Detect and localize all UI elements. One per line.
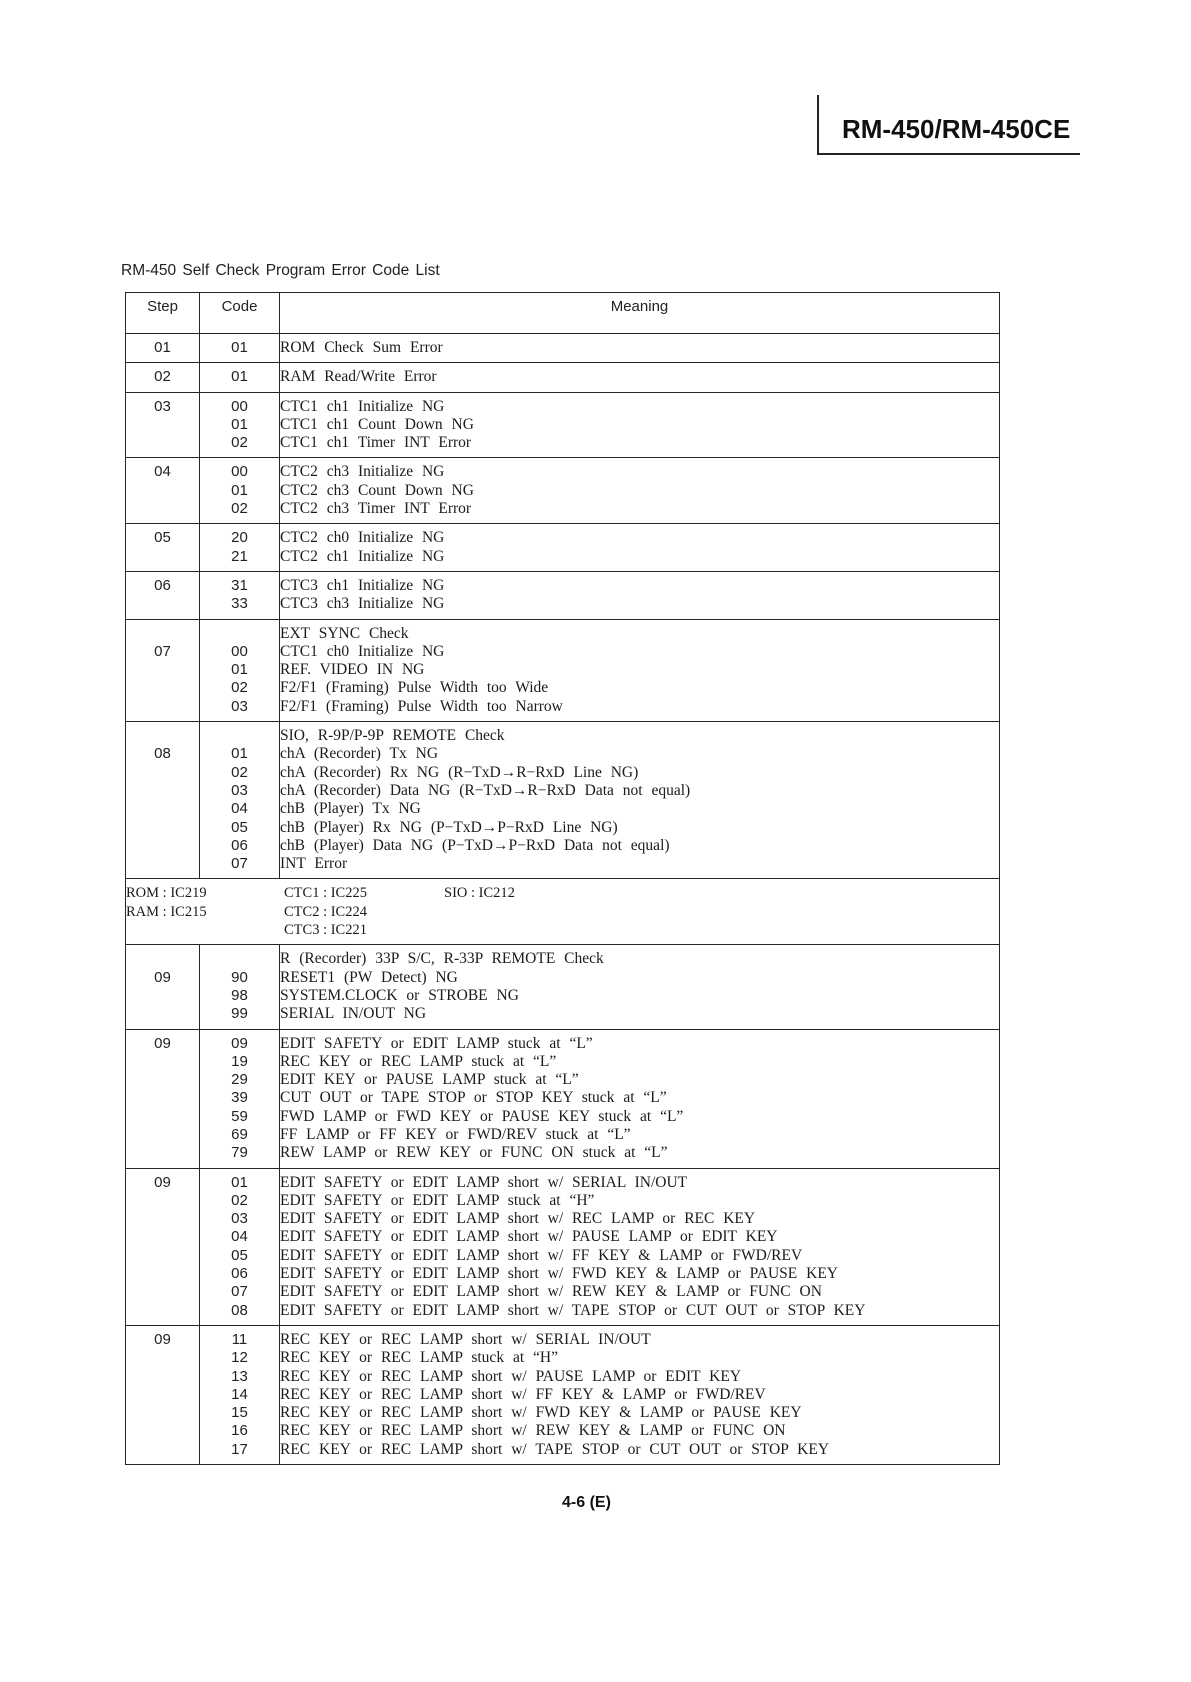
error-code: 06: [231, 1265, 248, 1283]
error-code: 00: [231, 463, 248, 481]
error-code: 02: [231, 434, 248, 452]
error-meaning: REC KEY or REC LAMP short w/ SERIAL IN/OUT: [280, 1330, 651, 1348]
meaning-cell: [280, 524, 1000, 572]
error-meaning: CTC3 ch3 Initialize NG: [280, 595, 445, 613]
meaning-cell: [280, 363, 1000, 392]
code-cell: [200, 1325, 280, 1464]
error-meaning: EDIT SAFETY or EDIT LAMP stuck at “H”: [280, 1191, 595, 1209]
error-code: 01: [231, 1173, 248, 1191]
meaning-cell: [280, 334, 1000, 363]
error-code: 31: [231, 576, 248, 594]
error-code: 59: [231, 1107, 248, 1125]
error-code: 03: [231, 697, 248, 715]
ic-reference-item: ROM : IC219: [126, 885, 207, 902]
code-group-row: [126, 722, 1000, 879]
error-code: 01: [231, 415, 248, 433]
error-code: 79: [231, 1144, 248, 1162]
error-meaning: CTC2 ch0 Initialize NG: [280, 529, 445, 547]
step-number: 05: [154, 529, 171, 547]
error-meaning: REF. VIDEO IN NG: [280, 661, 425, 679]
ic-reference-column: [444, 884, 999, 939]
error-meaning: EDIT SAFETY or EDIT LAMP short w/ TAPE STOP or CUT OUT or STOP KEY: [280, 1301, 866, 1319]
table-header-row: [126, 293, 1000, 334]
meaning-cell: [280, 571, 1000, 619]
step-number: 07: [154, 642, 171, 660]
code-group-row: [126, 392, 1000, 458]
code-group-row: [126, 524, 1000, 572]
step-number: 02: [154, 368, 171, 386]
error-code: 13: [231, 1367, 248, 1385]
code-group-row: [126, 1168, 1000, 1325]
error-meaning: SERIAL IN/OUT NG: [280, 1005, 427, 1023]
error-meaning: CTC1 ch1 Initialize NG: [280, 397, 445, 415]
step-cell: [126, 1029, 200, 1168]
step-cell: [126, 392, 200, 458]
code-group-row: [126, 1029, 1000, 1168]
error-meaning: EDIT SAFETY or EDIT LAMP short w/ REW KEY & LAMP or FUNC ON: [280, 1283, 822, 1301]
error-code-table: [125, 292, 1000, 1465]
error-meaning: REC KEY or REC LAMP short w/ REW KEY & LAMP or FUNC ON: [280, 1422, 786, 1440]
error-code: 12: [231, 1349, 248, 1367]
step-number: 06: [154, 576, 171, 594]
code-group-row: [126, 334, 1000, 363]
error-code: 29: [231, 1071, 248, 1089]
error-meaning: CTC2 ch3 Timer INT Error: [280, 500, 472, 518]
ic-reference-column: [284, 884, 444, 939]
step-number: 09: [154, 1330, 171, 1348]
error-code: 00: [231, 642, 248, 660]
step-number: 08: [154, 745, 171, 763]
step-cell: [126, 722, 200, 879]
error-meaning: chB (Player) Rx NG (P−TxD→P−RxD Line NG): [280, 818, 618, 836]
error-meaning: EDIT KEY or PAUSE LAMP stuck at “L”: [280, 1071, 579, 1089]
error-meaning: FWD LAMP or FWD KEY or PAUSE KEY stuck at “L”: [280, 1107, 684, 1125]
meaning-cell: [280, 619, 1000, 721]
step-cell: [126, 524, 200, 572]
ic-reference-cell: [126, 879, 1000, 945]
page-number: 4-6 (E): [562, 1494, 611, 1511]
error-meaning: EDIT SAFETY or EDIT LAMP stuck at “L”: [280, 1034, 593, 1052]
step-column-header: Step: [126, 293, 200, 334]
error-code: 16: [231, 1422, 248, 1440]
step-cell: [126, 571, 200, 619]
step-cell: [126, 363, 200, 392]
code-group-row: [126, 458, 1000, 524]
step-number: 03: [154, 397, 171, 415]
ic-reference-row: [126, 879, 1000, 945]
ic-reference-item: RAM : IC215: [126, 903, 207, 920]
error-code-table-body: [126, 334, 1000, 1465]
code-cell: [200, 571, 280, 619]
error-meaning: REW LAMP or REW KEY or FUNC ON stuck at “L”: [280, 1144, 668, 1162]
meaning-cell: [280, 458, 1000, 524]
error-meaning: chA (Recorder) Data NG (R−TxD→R−RxD Data not equal): [280, 781, 691, 799]
error-meaning: chA (Recorder) Rx NG (R−TxD→R−RxD Line NG): [280, 763, 639, 781]
error-meaning: EDIT SAFETY or EDIT LAMP short w/ FF KEY & LAMP or FWD/REV: [280, 1246, 803, 1264]
error-code: 15: [231, 1404, 248, 1422]
error-code: 33: [231, 595, 248, 613]
meaning-cell: [280, 722, 1000, 879]
error-meaning: chB (Player) Data NG (P−TxD→P−RxD Data not equal): [280, 836, 670, 854]
error-code: 09: [231, 1034, 248, 1052]
ic-reference-item: SIO : IC212: [444, 885, 515, 902]
code-cell: [200, 1168, 280, 1325]
step-cell: [126, 619, 200, 721]
ic-reference-grid: [126, 884, 999, 939]
error-meaning: EDIT SAFETY or EDIT LAMP short w/ FWD KEY & LAMP or PAUSE KEY: [280, 1265, 838, 1283]
error-meaning: REC KEY or REC LAMP short w/ FWD KEY & LAMP or PAUSE KEY: [280, 1404, 802, 1422]
error-code: 08: [231, 1301, 248, 1319]
code-cell: [200, 945, 280, 1029]
error-meaning: CTC2 ch1 Initialize NG: [280, 547, 445, 565]
meaning-cell: [280, 1029, 1000, 1168]
step-number: 04: [154, 463, 171, 481]
code-group-row: [126, 1325, 1000, 1464]
error-code: 07: [231, 1283, 248, 1301]
error-meaning: CUT OUT or TAPE STOP or STOP KEY stuck at “L”: [280, 1089, 667, 1107]
error-meaning: RESET1 (PW Detect) NG: [280, 968, 458, 986]
error-code: 69: [231, 1125, 248, 1143]
step-cell: [126, 458, 200, 524]
error-code: 17: [231, 1440, 248, 1458]
error-meaning: REC KEY or REC LAMP short w/ PAUSE LAMP or EDIT KEY: [280, 1367, 742, 1385]
step-cell: [126, 945, 200, 1029]
ic-reference-item: CTC3 : IC221: [284, 922, 367, 939]
code-column-header: Code: [200, 293, 280, 334]
error-meaning: CTC2 ch3 Count Down NG: [280, 481, 474, 499]
error-code: 01: [231, 368, 248, 386]
step-number: 01: [154, 339, 171, 356]
error-code: 19: [231, 1052, 248, 1070]
code-group-row: [126, 945, 1000, 1029]
error-meaning: EDIT SAFETY or EDIT LAMP short w/ PAUSE LAMP or EDIT KEY: [280, 1228, 778, 1246]
error-meaning: SYSTEM.CLOCK or STROBE NG: [280, 986, 519, 1004]
code-cell: [200, 619, 280, 721]
ic-reference-item: CTC2 : IC224: [284, 903, 367, 920]
step-cell: [126, 334, 200, 363]
model-header: RM-450/RM-450CE: [842, 114, 1071, 144]
error-meaning: EDIT SAFETY or EDIT LAMP short w/ REC LAMP or REC KEY: [280, 1210, 756, 1228]
step-cell: [126, 1168, 200, 1325]
code-cell: [200, 1029, 280, 1168]
error-code: 01: [231, 481, 248, 499]
error-code: 03: [231, 781, 248, 799]
error-code: 05: [231, 818, 248, 836]
error-code: 20: [231, 529, 248, 547]
code-group-row: [126, 363, 1000, 392]
error-code: 04: [231, 800, 248, 818]
error-meaning: REC KEY or REC LAMP stuck at “H”: [280, 1349, 558, 1367]
error-code: 06: [231, 836, 248, 854]
error-code: 01: [231, 661, 248, 679]
meaning-column-header: Meaning: [280, 293, 1000, 334]
error-meaning: F2/F1 (Framing) Pulse Width too Narrow: [280, 697, 563, 715]
code-group-row: [126, 571, 1000, 619]
error-meaning: CTC1 ch1 Count Down NG: [280, 415, 474, 433]
error-code: 11: [231, 1330, 248, 1348]
error-meaning: chA (Recorder) Tx NG: [280, 745, 439, 763]
error-code: 21: [231, 547, 248, 565]
code-cell: [200, 392, 280, 458]
meaning-cell: [280, 392, 1000, 458]
code-cell: [200, 722, 280, 879]
error-code: 14: [231, 1385, 248, 1403]
code-cell: [200, 334, 280, 363]
ic-reference-column: [126, 884, 284, 939]
error-meaning: CTC1 ch1 Timer INT Error: [280, 434, 472, 452]
check-heading: EXT SYNC Check: [280, 624, 409, 642]
error-code: 01: [231, 745, 248, 763]
step-number: 09: [154, 968, 171, 986]
error-code: 90: [231, 968, 248, 986]
step-cell: [126, 1325, 200, 1464]
error-code: 03: [231, 1210, 248, 1228]
code-cell: [200, 363, 280, 392]
error-meaning: F2/F1 (Framing) Pulse Width too Wide: [280, 679, 549, 697]
meaning-cell: [280, 1325, 1000, 1464]
meaning-cell: [280, 1168, 1000, 1325]
error-code: 02: [231, 679, 248, 697]
error-code: 98: [231, 986, 248, 1004]
document-title: RM-450 Self Check Program Error Code List: [121, 262, 440, 279]
error-code: 02: [231, 763, 248, 781]
error-meaning: REC KEY or REC LAMP short w/ FF KEY & LAMP or FWD/REV: [280, 1385, 766, 1403]
error-meaning: EDIT SAFETY or EDIT LAMP short w/ SERIAL IN/OUT: [280, 1173, 688, 1191]
error-code: 07: [231, 855, 248, 873]
code-cell: [200, 524, 280, 572]
error-meaning: RAM Read/Write Error: [280, 368, 437, 386]
error-meaning: REC KEY or REC LAMP stuck at “L”: [280, 1052, 557, 1070]
meaning-cell: [280, 945, 1000, 1029]
error-code: 99: [231, 1005, 248, 1023]
step-number: 09: [154, 1173, 171, 1191]
error-code: 01: [231, 339, 248, 356]
ic-reference-item: CTC1 : IC225: [284, 885, 367, 902]
error-meaning: CTC1 ch0 Initialize NG: [280, 642, 445, 660]
error-code: 00: [231, 397, 248, 415]
error-code: 39: [231, 1089, 248, 1107]
error-meaning: CTC3 ch1 Initialize NG: [280, 576, 445, 594]
code-group-row: [126, 619, 1000, 721]
error-code: 02: [231, 1191, 248, 1209]
error-meaning: REC KEY or REC LAMP short w/ TAPE STOP or CUT OUT or STOP KEY: [280, 1440, 830, 1458]
error-meaning: ROM Check Sum Error: [280, 339, 443, 356]
error-meaning: INT Error: [280, 855, 348, 873]
check-heading: R (Recorder) 33P S/C, R-33P REMOTE Check: [280, 950, 604, 968]
step-number: 09: [154, 1034, 171, 1052]
error-code: 04: [231, 1228, 248, 1246]
error-code: 05: [231, 1246, 248, 1264]
error-meaning: chB (Player) Tx NG: [280, 800, 421, 818]
error-meaning: CTC2 ch3 Initialize NG: [280, 463, 445, 481]
error-meaning: FF LAMP or FF KEY or FWD/REV stuck at “L”: [280, 1125, 631, 1143]
error-code: 02: [231, 500, 248, 518]
check-heading: SIO, R-9P/P-9P REMOTE Check: [280, 727, 505, 745]
code-cell: [200, 458, 280, 524]
